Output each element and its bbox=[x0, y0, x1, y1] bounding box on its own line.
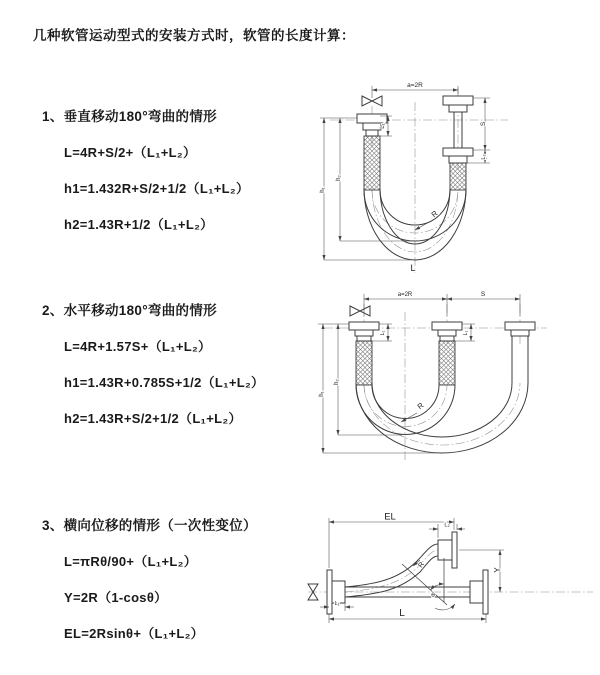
formula-Y: Y=2R（1-cosθ） bbox=[64, 590, 168, 605]
dim-label-l2: L₂ bbox=[444, 522, 450, 529]
section-vertical-180 bbox=[42, 105, 249, 233]
dimensions bbox=[320, 512, 504, 624]
section-3-heading: 3、横向位移的情形（一次性变位） bbox=[42, 518, 257, 533]
page-title: 几种软管运动型式的安装方式时，软管的长度计算： bbox=[33, 28, 355, 43]
radius-label: R bbox=[415, 400, 426, 412]
dim-label-h2: h₂ bbox=[334, 379, 340, 385]
angle-construction bbox=[402, 558, 455, 610]
u-bend-hose bbox=[356, 383, 528, 453]
section-lateral-displacement bbox=[42, 514, 257, 642]
displaced-s-curve-hose bbox=[345, 544, 438, 597]
dim-label-l1-right: L₁ bbox=[463, 330, 469, 336]
radius-label: R bbox=[429, 208, 440, 220]
length-label: L bbox=[410, 263, 416, 273]
formula-L: L=4R+1.57S+（L₁+L₂） bbox=[64, 339, 212, 354]
dim-label-h2: h₂ bbox=[336, 175, 342, 181]
middle-flange bbox=[432, 322, 462, 385]
formula-h2: h2=1.43R+S/2+1/2（L₁+L₂） bbox=[64, 411, 242, 426]
dim-label-s: S bbox=[480, 291, 486, 298]
formula-h2: h2=1.43R+1/2（L₁+L₂） bbox=[64, 217, 214, 232]
braided-hose-leg bbox=[439, 341, 455, 385]
formula-h1: h1=1.432R+S/2+1/2（L₁+L₂） bbox=[64, 181, 250, 196]
section-2-heading: 2、水平移动180°弯曲的情形 bbox=[42, 303, 217, 318]
section-1-heading: 1、垂直移动180°弯曲的情形 bbox=[42, 109, 217, 124]
dimensions bbox=[318, 291, 520, 453]
dim-label-el: EL bbox=[384, 511, 396, 523]
braided-hose-leg bbox=[364, 136, 380, 190]
dim-label-l2: L₂ bbox=[481, 154, 487, 160]
left-flange bbox=[349, 322, 379, 385]
formula-L: L=πRθ/90+（L₁+L₂） bbox=[64, 554, 197, 569]
diagram-horizontal-180-bend bbox=[302, 282, 594, 469]
dim-label-h1: h₁ bbox=[320, 187, 326, 193]
diagram-lateral-displacement bbox=[298, 502, 600, 654]
raised-flange bbox=[438, 532, 457, 568]
left-flange bbox=[327, 570, 345, 614]
dim-label-y: Y bbox=[493, 567, 502, 573]
dim-label-l1: L₁ bbox=[380, 330, 386, 336]
dim-label-l1: L₁ bbox=[380, 123, 386, 129]
valve-icon bbox=[350, 306, 370, 316]
section-horizontal-180 bbox=[42, 299, 264, 427]
right-original-flange bbox=[470, 570, 488, 614]
diagram-vertical-180-bend bbox=[300, 70, 592, 277]
braided-hose-leg bbox=[450, 163, 466, 190]
braided-hose-leg bbox=[356, 341, 372, 385]
dim-label-h1: h₁ bbox=[319, 391, 325, 397]
formula-EL: EL=2Rsinθ+（L₁+L₂） bbox=[64, 626, 204, 641]
angle-label-theta: θ bbox=[431, 592, 435, 599]
dim-label-span: a=2R bbox=[407, 82, 423, 89]
dim-label-l1: L₁ bbox=[334, 601, 340, 607]
formula-L: L=4R+S/2+（L₁+L₂） bbox=[64, 145, 197, 160]
dim-label-span: a=2R bbox=[397, 292, 413, 298]
radius-label: R bbox=[417, 561, 427, 570]
length-label: L bbox=[399, 608, 405, 619]
dim-label-s: S bbox=[480, 121, 487, 127]
displaced-flange bbox=[505, 322, 535, 383]
formula-h1: h1=1.43R+0.785S+1/2（L₁+L₂） bbox=[64, 375, 265, 390]
